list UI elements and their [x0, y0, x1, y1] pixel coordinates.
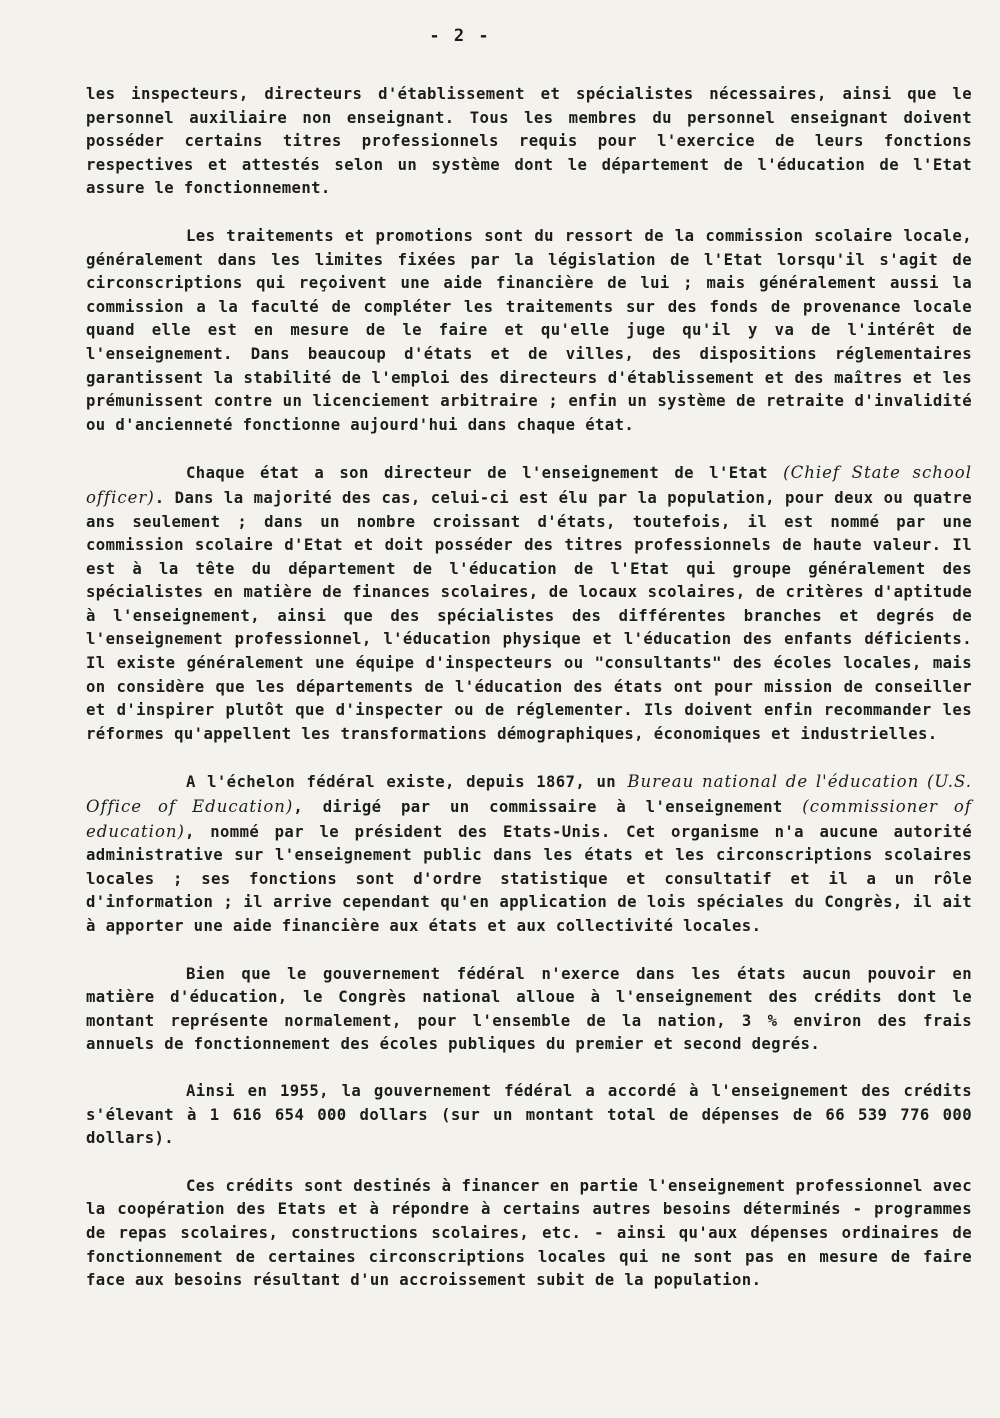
- document-body: [86, 83, 972, 1293]
- commissioner-of-education-term: (commissioner of education): [86, 797, 972, 841]
- chief-state-school-officer-term: (Chief State school officer): [86, 463, 973, 507]
- paragraph-state-director-text-2: . Dans la majorité des cas, celui-ci est élu par la population, pour deux ou quatre ans seulement ; dans un nombre croissant d'états, toutefois, il est nommé par une commission scolaire d'Etat et doit posséder des titres professionnels de haute valeur. Il est à la tête du département de l'éducation de l'Etat qui groupe généralement des spécialistes en matière de finances scolaires, de locaux scolaires, de critères d'aptitude à l'enseignement, ainsi que des spécialistes des différentes branches et degrés de l'enseignement professionnel, l'éducation physique et l'éducation des enfants déficients. Il existe généralement une équipe d'inspecteurs ou "consultants" des écoles locales, mais on considère que les départements de l'éducation des états ont pour mission de conseiller et d'inspirer plutôt que d'inspecter ou de réglementer. Ils doivent enfin recommander les réformes qu'appellent les transformations démographiques, économiques et industrielles.: [86, 488, 972, 743]
- paragraph-credit-purposes: Ces crédits sont destinés à financer en partie l'enseignement professionnel avec la coopération des Etats et à répondre à certains autres besoins déterminés - programmes de repas scolaires, constructions scolaires, etc. - ainsi qu'aux dépenses ordinaires de fonctionnement de certaines circonscriptions locales qui ne sont pas en mesure de faire face aux besoins résultant d'un accroissement subit de la population.: [86, 1176, 972, 1290]
- us-office-of-education-term: Bureau national de l'éducation (U.S. Office of Education): [86, 772, 972, 817]
- paragraph-personnel: les inspecteurs, directeurs d'établissement et spécialistes nécessaires, ainsi que le personnel auxiliaire non enseignant. Tous les membres du personnel enseignant doivent posséder certains titres professionnels requis pour l'exercice de leurs fonctions respectives et attestés selon un système dont le département de l'éducation de l'Etat assure le fonctionnement.: [86, 85, 972, 198]
- paragraph-state-director-text-1: Chaque état a son directeur de l'enseignement de l'Etat: [186, 464, 784, 483]
- page-number: - 2 -: [429, 26, 491, 46]
- paragraph-1955-figures: Ainsi en 1955, la gouvernement fédéral a accordé à l'enseignement des crédits s'élevant à 1 616 654 000 dollars (sur un montant total de dépenses de 66 539 776 000 dollars).: [86, 1081, 972, 1148]
- paragraph-salaries: Les traitements et promotions sont du ressort de la commission scolaire locale, généralement dans les limites fixées par la législation de l'Etat lorsqu'il s'agit de circonscriptions qui reçoivent une aide financière de lui ; mais généralement aussi la commission a la faculté de compléter les traitements sur des fonds de provenance locale quand elle est en mesure de le faire et qu'elle juge qu'il y va de l'intérêt de l'enseignement. Dans beaucoup d'états et de villes, des dispositions réglementaires garantissent la stabilité de l'emploi des directeurs d'établissement et des maîtres et les prémunissent contre un licenciement arbitraire ; enfin un système de retraite d'invalidité ou d'ancienneté fonctionne aujourd'hui dans chaque état.: [86, 226, 972, 434]
- paragraph-federal-office-text-2: , dirigé par un commissaire à l'enseignement: [293, 798, 803, 817]
- paragraph-state-director: [86, 461, 972, 746]
- paragraph-federal-office-text-1: A l'échelon fédéral existe, depuis 1867, un: [186, 773, 628, 792]
- paragraph-federal-office: [86, 770, 972, 938]
- paragraph-federal-office-text-3: , nommé par le président des Etats-Unis. Cet organisme n'a aucune autorité administrative sur l'enseignement public dans les états et les circonscriptions scolaires locales ; ses fonctions sont d'ordre statistique et consultatif et il a un rôle d'information ; il arrive cependant qu'en application de lois spéciales du Congrès, il ait à apporter une aide financière aux états et aux collectivité locales.: [86, 822, 972, 935]
- paragraph-federal-credits: Bien que le gouvernement fédéral n'exerce dans les états aucun pouvoir en matière d'éducation, le Congrès national alloue à l'enseignement des crédits dont le montant représente normalement, pour l'ensemble de la nation, 3 % environ des frais annuels de fonctionnement des écoles publiques du premier et second degrés.: [86, 964, 972, 1054]
